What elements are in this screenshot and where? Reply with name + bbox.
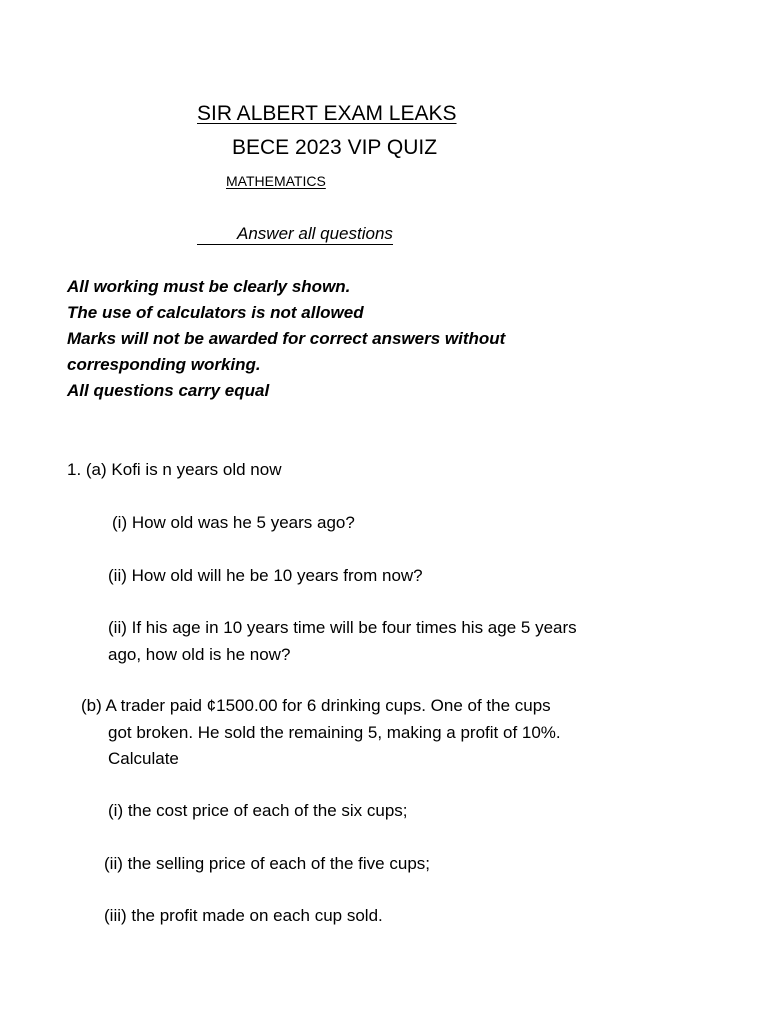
document-title: SIR ALBERT EXAM LEAKS [197, 102, 457, 125]
question-1b-ii: (ii) the selling price of each of the five cups; [104, 854, 430, 873]
rule-marks: Marks will not be awarded for correct answers without [67, 329, 506, 348]
rule-calculators: The use of calculators is not allowed [67, 303, 364, 322]
question-1b-line1: (b) A trader paid ¢1500.00 for 6 drinking cups. One of the cups [81, 696, 551, 715]
question-1a-iii-continued: ago, how old is he now? [108, 645, 291, 664]
question-1b-line3: Calculate [108, 749, 179, 768]
question-1a-intro: 1. (a) Kofi is n years old now [67, 460, 282, 479]
rule-equal: All questions carry equal [67, 381, 270, 400]
question-1b-i: (i) the cost price of each of the six cups; [108, 801, 408, 820]
question-1a-iii: (ii) If his age in 10 years time will be four times his age 5 years [108, 618, 577, 637]
subject-label: MATHEMATICS [226, 173, 326, 189]
rule-working: All working must be clearly shown. [67, 277, 351, 296]
document-subtitle: BECE 2023 VIP QUIZ [232, 136, 438, 159]
question-1b-iii: (iii) the profit made on each cup sold. [104, 906, 383, 925]
question-1a-i: (i) How old was he 5 years ago? [112, 513, 355, 532]
question-1a-ii: (ii) How old will he be 10 years from now? [108, 566, 423, 585]
rule-marks-continued: corresponding working. [67, 355, 261, 374]
question-1b-line2: got broken. He sold the remaining 5, making a profit of 10%. [108, 723, 561, 742]
instruction-heading: Answer all questions [197, 225, 393, 245]
